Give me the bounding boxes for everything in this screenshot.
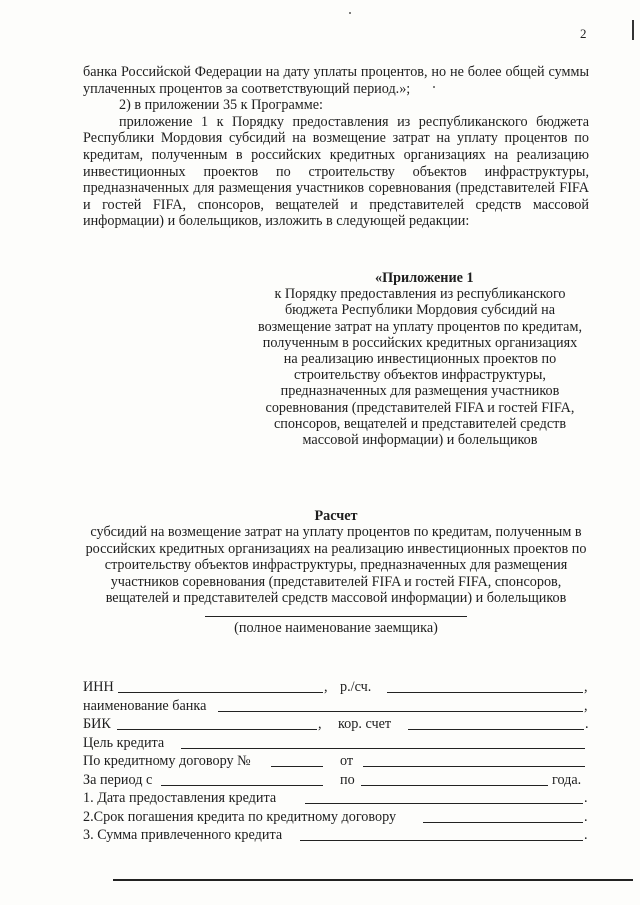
main-text [83, 64, 589, 230]
inn-field-line [118, 692, 323, 693]
item2-label: 2.Срок погашения кредита по кредитному договору [83, 808, 397, 825]
loan-purpose-field-line [181, 748, 585, 749]
item1-label: 1. Дата предоставления кредита [83, 790, 277, 806]
punct: , [584, 697, 588, 714]
calculation-text: субсидий на возмещение затрат на уплату процентов по кредитам, полученным в российских кредитных организациях на реализацию инвестиционных проектов по строительству объектов инфраструктуры, предназначенных для размещения участников соревнования (представителей FIFA и гостей FIFA, спонсоров, вещателей и представителей средств массовой информации) и болельщиков [85, 524, 587, 607]
agreement-number-field-line [271, 766, 323, 767]
item3-field-line [300, 840, 583, 841]
inn-label: ИНН [83, 679, 114, 695]
form-row-period [83, 771, 589, 790]
form-row-item3 [83, 826, 589, 845]
bank-name-label: наименование банка [83, 697, 207, 714]
punct: , [318, 716, 322, 732]
punct: . [584, 790, 588, 806]
text-paragraph: банка Российской Федерации на дату уплаты процентов, но не более общей суммы уплаченных процентов за соответствующий период.»; [83, 64, 589, 97]
text-paragraph: 2) в приложении 35 к Программе: [119, 97, 323, 114]
appendix-block [255, 270, 585, 448]
item3-label: 3. Сумма привлеченного кредита [83, 827, 283, 843]
punct: , [324, 679, 328, 695]
loan-purpose-label: Цель кредита [83, 734, 165, 751]
bottom-rule [113, 879, 633, 881]
account-field-line [387, 692, 583, 693]
form-row-agreement [83, 752, 589, 771]
form-row-purpose [83, 734, 589, 753]
form-row-item2 [83, 808, 589, 827]
page-number: 2 [580, 26, 587, 41]
calculation-block [83, 508, 589, 637]
borrower-caption: (полное наименование заемщика) [234, 620, 438, 637]
period-end-field-line [361, 785, 548, 786]
bik-field-line [117, 729, 317, 730]
scan-edge-mark [632, 20, 634, 40]
appendix-text: к Порядку предоставления из республиканского бюджета Республики Мордовия субсидий на возмещение затрат на уплату процентов по кредитам, полученным в российских кредитных организациях на реализацию инвестиционных проектов по строительству объектов инфраструктуры, предназначенных для размещения участников соревнования (представителей FIFA и гостей FIFA, спонсоров, вещателей и представителей средств массовой информации) и болельщиков [257, 286, 583, 449]
appendix-title: «Приложение 1 [375, 270, 474, 286]
text-paragraph: приложение 1 к Порядку предоставления из республиканского бюджета Республики Мордовия субсидий на возмещение затрат на уплату процентов по кредитам, полученным в российских кредитных организациях на реализацию инвестиционных проектов по строительству объектов инфраструктуры, предназначенных для размещения участников соревнования (представителей FIFA и гостей FIFA, спонсоров, вещателей и представителей средств массовой информации) и болельщиков, изложить в следующей редакции: [83, 113, 589, 230]
year-label: года. [552, 771, 582, 788]
bik-label: БИК [83, 716, 111, 732]
calculation-title: Расчет [314, 508, 358, 524]
form-block [83, 678, 589, 845]
date-from-label: от [340, 753, 354, 769]
punct: . [584, 827, 588, 843]
period-start-field-line [161, 785, 323, 786]
form-row-inn [83, 678, 589, 697]
period-to-label: по [340, 771, 355, 788]
form-row-bank [83, 697, 589, 716]
borrower-name-line [205, 616, 467, 617]
account-label: р./сч. [340, 679, 372, 695]
punct: . [585, 716, 589, 732]
corr-account-label: кор. счет [338, 716, 392, 732]
form-row-item1 [83, 789, 589, 808]
item2-field-line [423, 822, 583, 823]
form-row-bik [83, 715, 589, 734]
scan-speck [349, 12, 351, 14]
punct: . [584, 808, 588, 825]
bank-name-field-line [218, 711, 583, 712]
item1-field-line [305, 803, 583, 804]
loan-agreement-label: По кредитному договору № [83, 753, 251, 769]
corr-account-field-line [408, 729, 584, 730]
period-from-label: За период с [83, 771, 153, 788]
punct: , [584, 679, 588, 695]
agreement-date-field-line [363, 766, 585, 767]
